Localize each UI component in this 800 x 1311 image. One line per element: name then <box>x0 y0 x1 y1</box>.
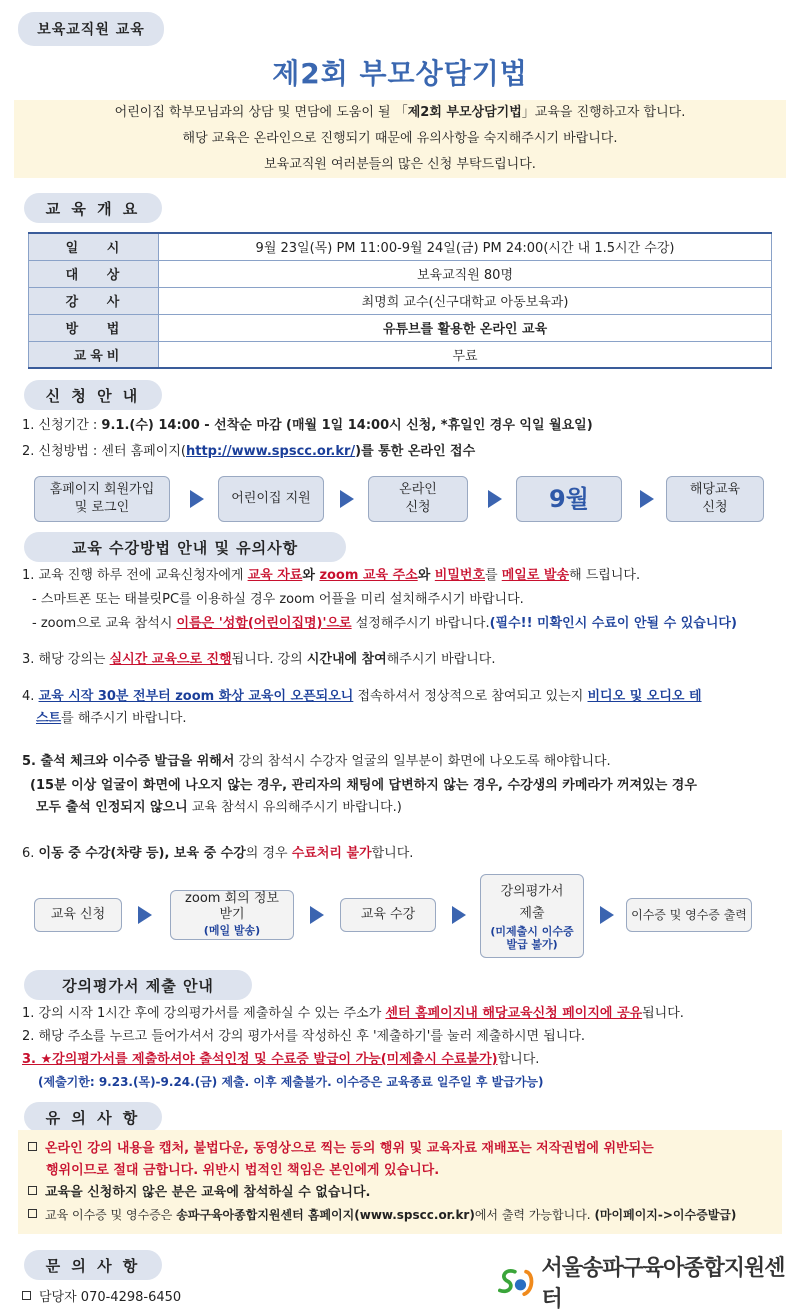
evaluation-item-2: 2. 해당 주소를 누르고 들어가셔서 강의 평가서를 작성하신 후 '제출하기'를 눌러 제출하시면 됩니다. <box>22 1029 586 1044</box>
row-value: 무료 <box>159 341 772 368</box>
notice-item-2: 교육을 신청하지 않은 분은 교육에 참석하실 수 없습니다. <box>28 1182 772 1204</box>
row-value: 9월 23일(목) PM 11:00-9월 24일(금) PM 24:00(시간 내 1.5시간 수강) <box>159 233 772 260</box>
section-heading-contact: 문 의 사 항 <box>24 1250 162 1280</box>
intro-box <box>14 100 786 178</box>
apply-step-3: 온라인 신청 <box>368 476 468 522</box>
arrow-right-icon <box>600 906 614 924</box>
course-step-4: 강의평가서 제출 (미제출시 이수증 발급 불가) <box>480 874 584 958</box>
intro-line-1: 어린이집 학부모님과의 상담 및 면담에 도움이 될 「제2회 부모상담기법」교육을 진행하고자 합니다. <box>114 105 686 120</box>
arrow-right-icon <box>640 490 654 508</box>
intro-line-3: 보육교직원 여러분들의 많은 신청 부탁드립니다. <box>264 157 536 172</box>
method-item-4: 4. 교육 시작 30분 전부터 zoom 화상 교육이 오픈되오니 접속하셔서 정상적으로 참여되고 있는지 비디오 및 오디오 테 스트를 해주시기 바랍니다. <box>22 689 702 726</box>
row-value: 최명희 교수(신구대학교 아동보육과) <box>159 287 772 314</box>
center-logo-icon <box>498 1265 535 1299</box>
table-row <box>29 341 772 368</box>
apply-period: 1. 신청기간 : 9.1.(수) 14:00 - 선착순 마감 (매월 1일 14:00시 신청, *휴일인 경우 익일 월요일) <box>22 418 593 433</box>
evaluation-item-3: 3. ★강의평가서를 제출하셔야 출석인정 및 수료증 발급이 가능(미제출시 수료불가)합니다. <box>22 1052 540 1067</box>
method-item-3: 3. 해당 강의는 실시간 교육으로 진행됩니다. 강의 시간내에 참여해주시기 바랍니다. <box>22 652 496 667</box>
apply-step-4: 9월 <box>516 476 622 522</box>
square-bullet-icon <box>22 1291 31 1300</box>
arrow-right-icon <box>310 906 324 924</box>
arrow-right-icon <box>340 490 354 508</box>
square-bullet-icon <box>28 1209 37 1218</box>
homepage-link[interactable]: http://www.spscc.or.kr/ <box>185 444 356 459</box>
row-label: 교육비 <box>29 341 159 368</box>
arrow-right-icon <box>488 490 502 508</box>
overview-table <box>28 232 772 369</box>
evaluation-deadline: (제출기한: 9.23.(목)-9.24.(금) 제출. 이후 제출불가. 이수증은 교육종료 일주일 후 발급가능) <box>38 1075 544 1089</box>
apply-step-5: 해당교육 신청 <box>666 476 764 522</box>
page-title: 제2회 부모상담기법 <box>272 57 528 90</box>
course-step-1: 교육 신청 <box>34 898 122 932</box>
method-item-1-sub-2: - zoom으로 교육 참석시 이름은 '성함(어린이집명)'으로 설정해주시기 바랍니다.(필수!! 미확인시 수료이 안될 수 있습니다) <box>32 616 737 631</box>
center-logo-text: 서울송파구육아종합지원센터 <box>541 1256 785 1311</box>
apply-method: 2. 신청방법 : 센터 홈페이지(http://www.spscc.or.kr/)를 통한 온라인 접수 <box>22 444 476 459</box>
method-item-5-line-2: (15분 이상 얼굴이 화면에 나오지 않는 경우, 관리자의 채팅에 답변하지 않는 경우, 수강생의 카메라가 꺼져있는 경우 <box>30 778 697 793</box>
section-heading-evaluation: 강의평가서 제출 안내 <box>24 970 252 1000</box>
evaluation-item-1: 1. 강의 시작 1시간 후에 강의평가서를 제출하실 수 있는 주소가 센터 홈페이지내 해당교육신청 페이지에 공유됩니다. <box>22 1006 684 1021</box>
row-value: 보육교직원 80명 <box>159 260 772 287</box>
table-row <box>29 287 772 314</box>
category-tag: 보육교직원 교육 <box>18 12 164 46</box>
section-heading-overview: 교 육 개 요 <box>24 193 162 223</box>
table-row <box>29 314 772 341</box>
row-label: 방 법 <box>29 314 159 341</box>
method-item-5-line-3: 모두 출석 인정되지 않으니 교육 참석시 유의해주시기 바랍니다.) <box>36 800 402 815</box>
arrow-right-icon <box>138 906 152 924</box>
apply-step-2: 어린이집 지원 <box>218 476 324 522</box>
table-row <box>29 260 772 287</box>
table-row <box>29 233 772 260</box>
method-item-1-sub-1: - 스마트폰 또는 태블릿PC를 이용하실 경우 zoom 어플을 미리 설치해주시기 바랍니다. <box>32 592 524 607</box>
notice-item-1-cont: 행위이므로 절대 금합니다. 위반시 법적인 책임은 본인에게 있습니다. <box>46 1163 440 1178</box>
section-heading-apply: 신 청 안 내 <box>24 380 162 410</box>
row-value: 유튜브를 활용한 온라인 교육 <box>159 314 772 341</box>
contact-line: 담당자 070-4298-6450 <box>22 1288 181 1308</box>
square-bullet-icon <box>28 1142 37 1151</box>
notice-item-1: 온라인 강의 내용을 캡처, 불법다운, 동영상으로 찍는 등의 행위 및 교육자료 재배포는 저작권법에 위반되는 <box>28 1138 772 1160</box>
intro-line-2: 해당 교육은 온라인으로 진행되기 때문에 유의사항을 숙지해주시기 바랍니다. <box>182 131 618 146</box>
notice-item-3: 교육 이수증 및 영수증은 송파구육아종합지원센터 홈페이지(www.spscc.or.kr)에서 출력 가능합니다. (마이페이지->이수증발급) <box>28 1204 772 1226</box>
square-bullet-icon <box>28 1186 37 1195</box>
arrow-right-icon <box>190 490 204 508</box>
row-label: 강 사 <box>29 287 159 314</box>
apply-step-1: 홈페이지 회원가입 및 로그인 <box>34 476 170 522</box>
arrow-right-icon <box>452 906 466 924</box>
center-logo <box>498 1256 788 1311</box>
method-item-5: 5. 출석 체크와 이수증 발급을 위해서 강의 참석시 수강자 얼굴의 일부분이 화면에 나오도록 해야합니다. <box>22 754 611 769</box>
row-label: 일 시 <box>29 233 159 260</box>
method-item-6: 6. 이동 중 수강(차량 등), 보육 중 수강의 경우 수료처리 불가합니다. <box>22 846 414 861</box>
section-heading-method: 교육 수강방법 안내 및 유의사항 <box>24 532 346 562</box>
course-step-5: 이수증 및 영수증 출력 <box>626 898 752 932</box>
method-item-1: 1. 교육 진행 하루 전에 교육신청자에게 교육 자료와 zoom 교육 주소와 비밀번호를 메일로 발송해 드립니다. <box>22 568 641 583</box>
row-label: 대 상 <box>29 260 159 287</box>
section-heading-notice: 유 의 사 항 <box>24 1102 162 1132</box>
notice-box <box>18 1130 782 1234</box>
course-step-3: 교육 수강 <box>340 898 436 932</box>
course-step-2: zoom 회의 정보 받기 (메일 발송) <box>170 890 294 940</box>
